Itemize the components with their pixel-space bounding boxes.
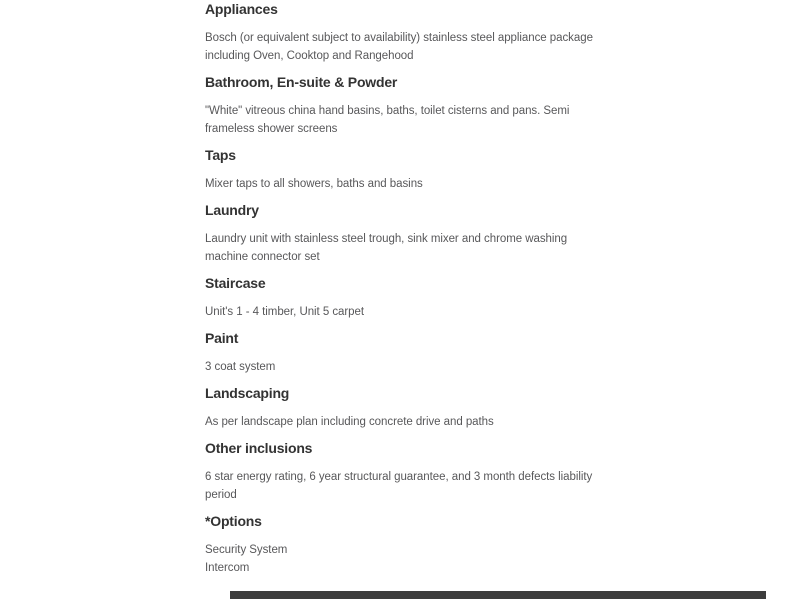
section-paragraph: As per landscape plan including concrete drive and paths — [205, 416, 494, 428]
section-heading: Other inclusions — [205, 440, 313, 456]
section-appliances — [205, 1, 603, 65]
section-heading: Taps — [205, 147, 236, 163]
section-paragraph: 6 star energy rating, 6 year structural guarantee, and 3 month defects liability period — [205, 471, 593, 501]
inclusions-list — [205, 1, 603, 577]
section-paragraph: Bosch (or equivalent subject to availability) stainless steel appliance package including Oven, Cooktop and Rangehood — [205, 32, 593, 62]
section-heading: Bathroom, En-suite & Powder — [205, 74, 398, 90]
section-paint — [205, 330, 603, 376]
section-staircase — [205, 275, 603, 321]
section-bathroom-ensuite-powder — [205, 74, 603, 138]
section-heading: Landscaping — [205, 385, 290, 401]
section-heading: Appliances — [205, 1, 278, 17]
section-other-inclusions — [205, 440, 603, 504]
section-paragraph: Security System — [205, 544, 288, 556]
section-landscaping — [205, 385, 603, 431]
section-paragraph: "White" vitreous china hand basins, baths, toilet cisterns and pans. Semi frameless shower screens — [205, 105, 570, 135]
section-laundry — [205, 202, 603, 266]
section-heading: Laundry — [205, 202, 259, 218]
section-options — [205, 513, 603, 577]
section-heading: Paint — [205, 330, 239, 346]
section-heading: Staircase — [205, 275, 266, 291]
section-heading: *Options — [205, 513, 262, 529]
section-paragraph: Laundry unit with stainless steel trough, sink mixer and chrome washing machine connector set — [205, 233, 568, 263]
section-paragraph: Unit's 1 - 4 timber, Unit 5 carpet — [205, 306, 365, 318]
section-paragraph: Mixer taps to all showers, baths and basins — [205, 178, 423, 190]
section-paragraph: 3 coat system — [205, 361, 276, 373]
section-taps — [205, 147, 603, 193]
footer-bar — [230, 591, 766, 599]
section-paragraph: Intercom — [205, 562, 250, 574]
